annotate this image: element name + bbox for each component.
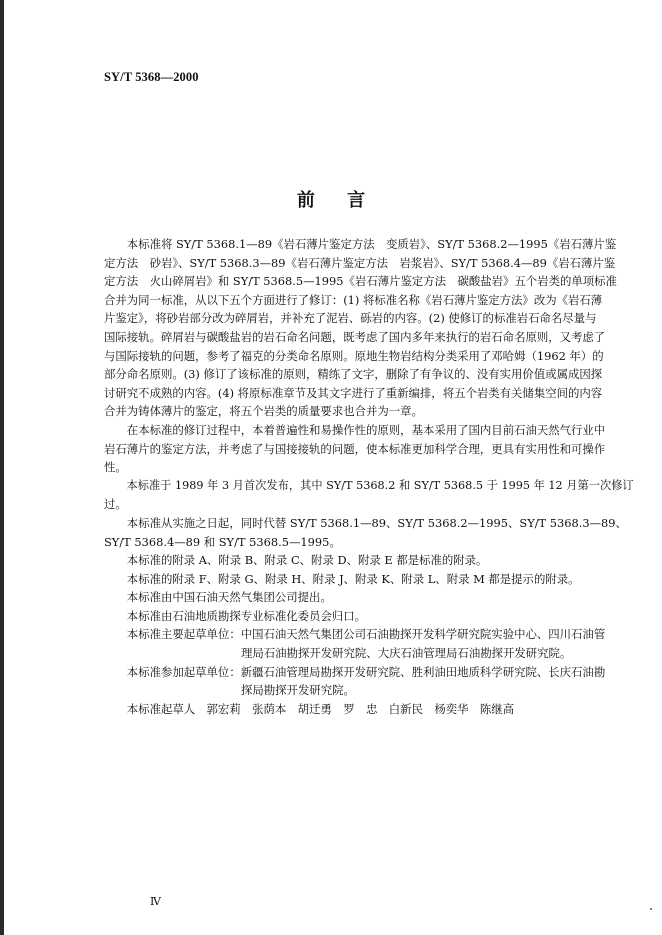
scan-edge-shadow [0,0,4,935]
text-line: 本标准从实施之日起，同时代替 SY/T 5368.1—89、SY/T 5368.2—1995、SY/T 5368.3—89、 [126,515,627,530]
text-line: 本标准将 SY/T 5368.1—89《岩石薄片鉴定方法 变质岩》、SY/T 5368.2—1995《岩石薄片鉴 [126,237,617,251]
scan-speck [650,908,652,910]
page-number: Ⅳ [150,895,161,908]
text-line: 国际接轨。碎屑岩与碳酸盐岩的岩石命名问题，既考虑了国内多年来执行的岩石命名原则，又考虑了 [104,329,606,344]
text-line: 本标准参加起草单位：新疆石油管理局勘探开发研究院、胜利油田地质科学研究院、长庆石油勘 [126,664,606,679]
text-line: 部分命名原则。(3) 修订了该标准的原则，精练了文字，删除了有争议的、没有实用价值或属成因探 [104,367,603,382]
text-line: 过。 [104,497,127,512]
text-line: 定方法 砂岩》、SY/T 5368.3—89《岩石薄片鉴定方法 岩浆岩》、SY/T 5368.4—89《岩石薄片鉴 [104,255,616,270]
paragraph-proposer: 本标准由中国石油天然气集团公司提出。 [126,590,332,605]
text-line: 本标准主要起草单位：中国石油天然气集团公司石油勘探开发科学研究院实验中心、四川石油管 [126,627,606,642]
text-line: 合并为铸体薄片的鉴定，将五个岩类的质量要求也合并为一章。 [104,404,423,419]
paragraph-principles [104,421,639,477]
text-line: 合并为同一标准，从以下五个方面进行了修订：(1) 将标准名称《岩石薄片鉴定方法》改为《岩石薄 [104,292,603,307]
foreword-body [104,235,639,718]
text-line: SY/T 5368.4—89 和 SY/T 5368.5—1995。 [104,534,341,549]
standard-code-header: SY/T 5368—2000 [104,70,199,84]
paragraph-normative-annexes: 本标准的附录 A、附录 B、附录 C、附录 D、附录 E 都是标准的附录。 [126,553,488,568]
paragraph-history [104,477,639,514]
text-line: 片鉴定》，将砂岩部分改为碎屑岩，并补充了泥岩、砾岩的内容。(2) 使修订的标准岩石命名尽量与 [104,311,597,326]
paragraph-replacement [104,514,639,551]
paragraph-drafters: 本标准起草人 郭宏莉 张荫本 胡迁勇 罗 忠 白新民 杨奕华 陈继高 [126,701,515,716]
text-line: 定方法 火山碎屑岩》和 SY/T 5368.5—1995《岩石薄片鉴定方法 碳酸盐岩》五个岩类的单项标准 [104,274,617,289]
text-line: 与国际接轨的问题，参考了福克的分类命名原则。原地生物岩结构分类采用了邓哈姆（1962 年）的 [104,348,604,363]
paragraph-informative-annexes: 本标准的附录 F、附录 G、附录 H、附录 J、附录 K、附录 L、附录 M 都是提示的附录。 [126,571,580,586]
text-line: 理局石油勘探开发研究院、大庆石油管理局石油勘探开发研究院。 [241,646,572,661]
text-line: 探局勘探开发研究院。 [241,683,355,698]
text-line: 性。 [104,460,127,475]
page-title: 前 言 [296,190,366,211]
paragraph-committee: 本标准由石油地质勘探专业标准化委员会归口。 [126,608,367,623]
paragraph-main-drafters [104,625,639,662]
paragraph-participating-drafters [104,663,639,700]
text-line: 本标准于 1989 年 3 月首次发布，其中 SY/T 5368.2 和 SY/T 5368.5 于 1995 年 12 月第一次修订 [126,478,634,492]
paragraph-revision-summary [104,235,639,421]
text-line: 在本标准的修订过程中，本着普遍性和易操作性的原则，基本采用了国内目前石油天然气行业中 [126,422,606,437]
text-line: 岩石薄片的鉴定方法，并考虑了与国接接轨的问题，使本标准更加科学合理，更具有实用性和可操作 [104,441,606,456]
text-line: 讨研究不成熟的内容。(4) 将原标准章节及其文字进行了重新编排，将五个岩类有关储集空间的内容 [104,385,603,400]
